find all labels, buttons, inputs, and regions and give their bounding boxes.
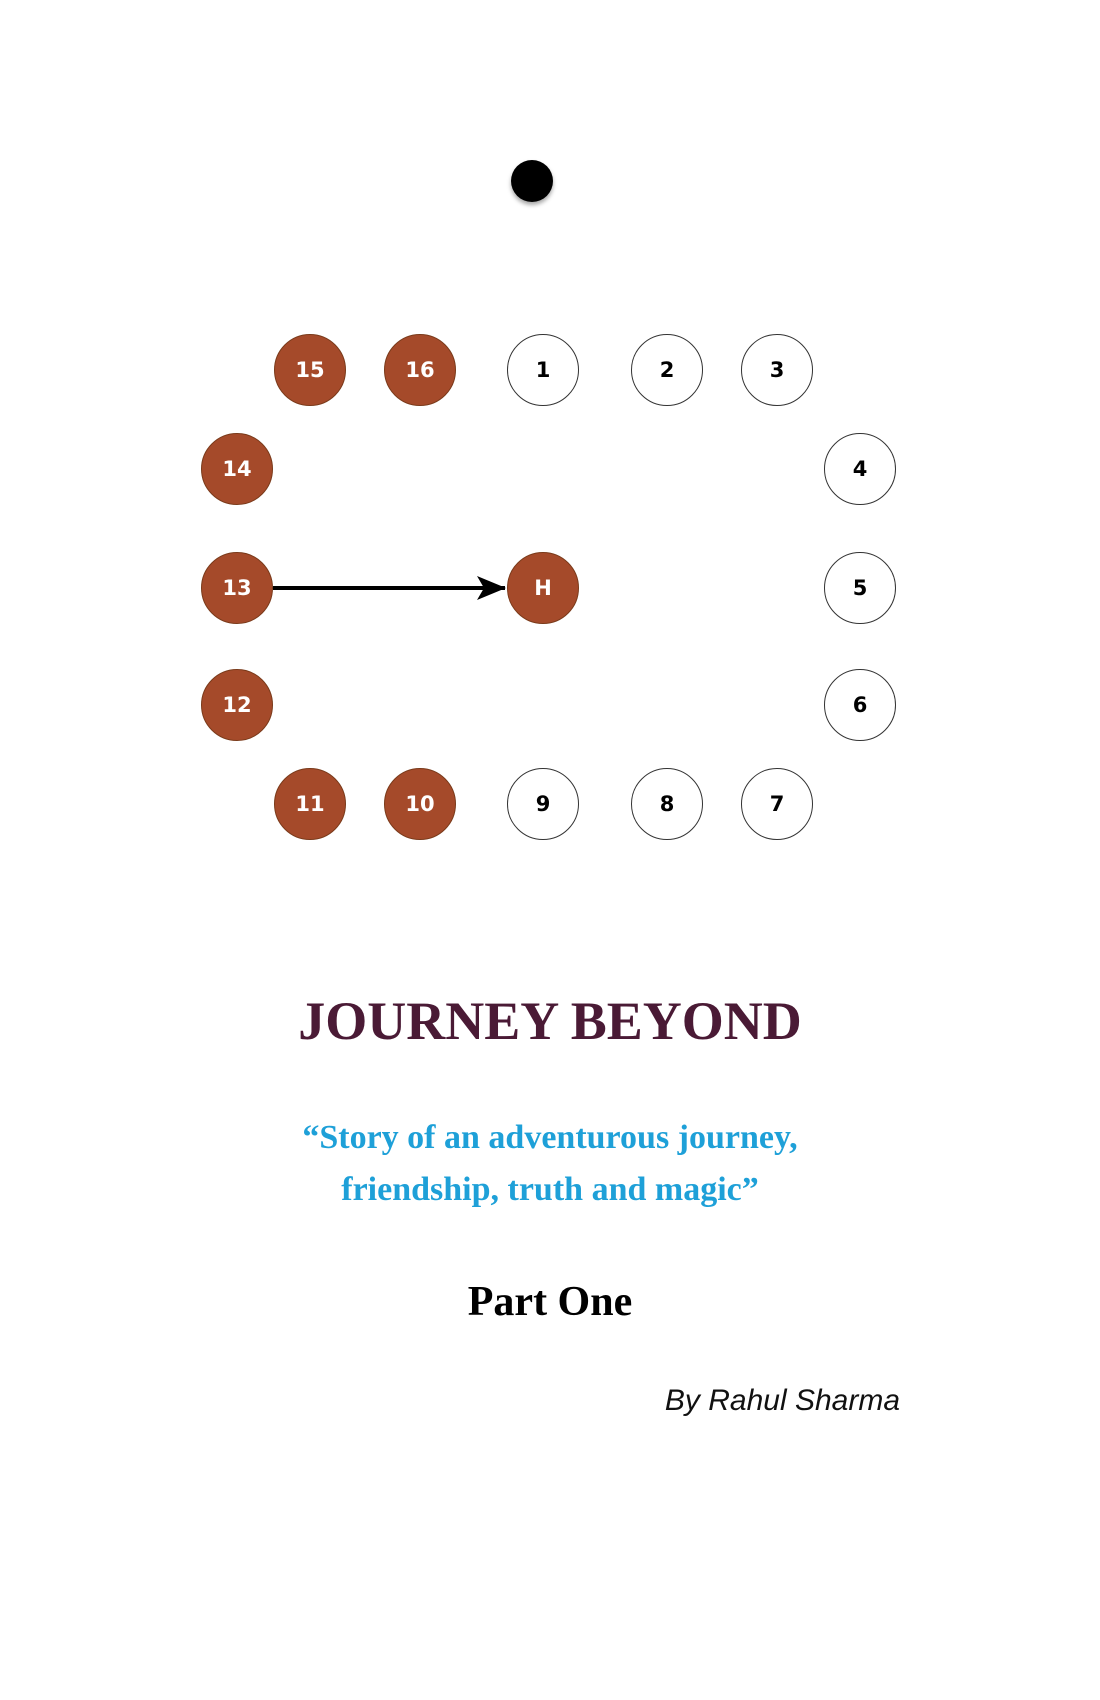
book-title: JOURNEY BEYOND — [298, 991, 802, 1051]
node-13 — [201, 552, 273, 624]
node-5-label: 5 — [852, 576, 868, 600]
node-12 — [201, 669, 273, 741]
node-1 — [507, 334, 579, 406]
node-10-label: 10 — [405, 792, 435, 816]
node-1-label: 1 — [535, 358, 551, 382]
node-h-label: H — [534, 576, 552, 600]
node-10 — [384, 768, 456, 840]
node-6 — [824, 669, 896, 741]
node-11-label: 11 — [295, 792, 325, 816]
node-h — [507, 552, 579, 624]
node-2-label: 2 — [659, 358, 675, 382]
author-byline: By Rahul Sharma — [664, 1384, 900, 1417]
tagline-line-1: “Story of an adventurous journey, — [302, 1119, 798, 1156]
tagline-line-2: friendship, truth and magic” — [341, 1171, 759, 1208]
node-13-label: 13 — [222, 576, 252, 600]
node-4 — [824, 433, 896, 505]
node-5 — [824, 552, 896, 624]
node-7-label: 7 — [769, 792, 785, 816]
node-12-label: 12 — [222, 693, 252, 717]
node-16 — [384, 334, 456, 406]
node-14-label: 14 — [222, 457, 252, 481]
node-15 — [274, 334, 346, 406]
node-9-label: 9 — [535, 792, 551, 816]
node-2 — [631, 334, 703, 406]
node-6-label: 6 — [852, 693, 868, 717]
node-8-label: 8 — [659, 792, 675, 816]
node-3 — [741, 334, 813, 406]
part-label: Part One — [467, 1279, 633, 1325]
node-7 — [741, 768, 813, 840]
node-8 — [631, 768, 703, 840]
node-4-label: 4 — [852, 457, 868, 481]
book-tagline — [0, 1112, 1100, 1216]
node-16-label: 16 — [405, 358, 435, 382]
node-15-label: 15 — [295, 358, 325, 382]
node-9 — [507, 768, 579, 840]
node-14 — [201, 433, 273, 505]
node-11 — [274, 768, 346, 840]
node-3-label: 3 — [769, 358, 785, 382]
